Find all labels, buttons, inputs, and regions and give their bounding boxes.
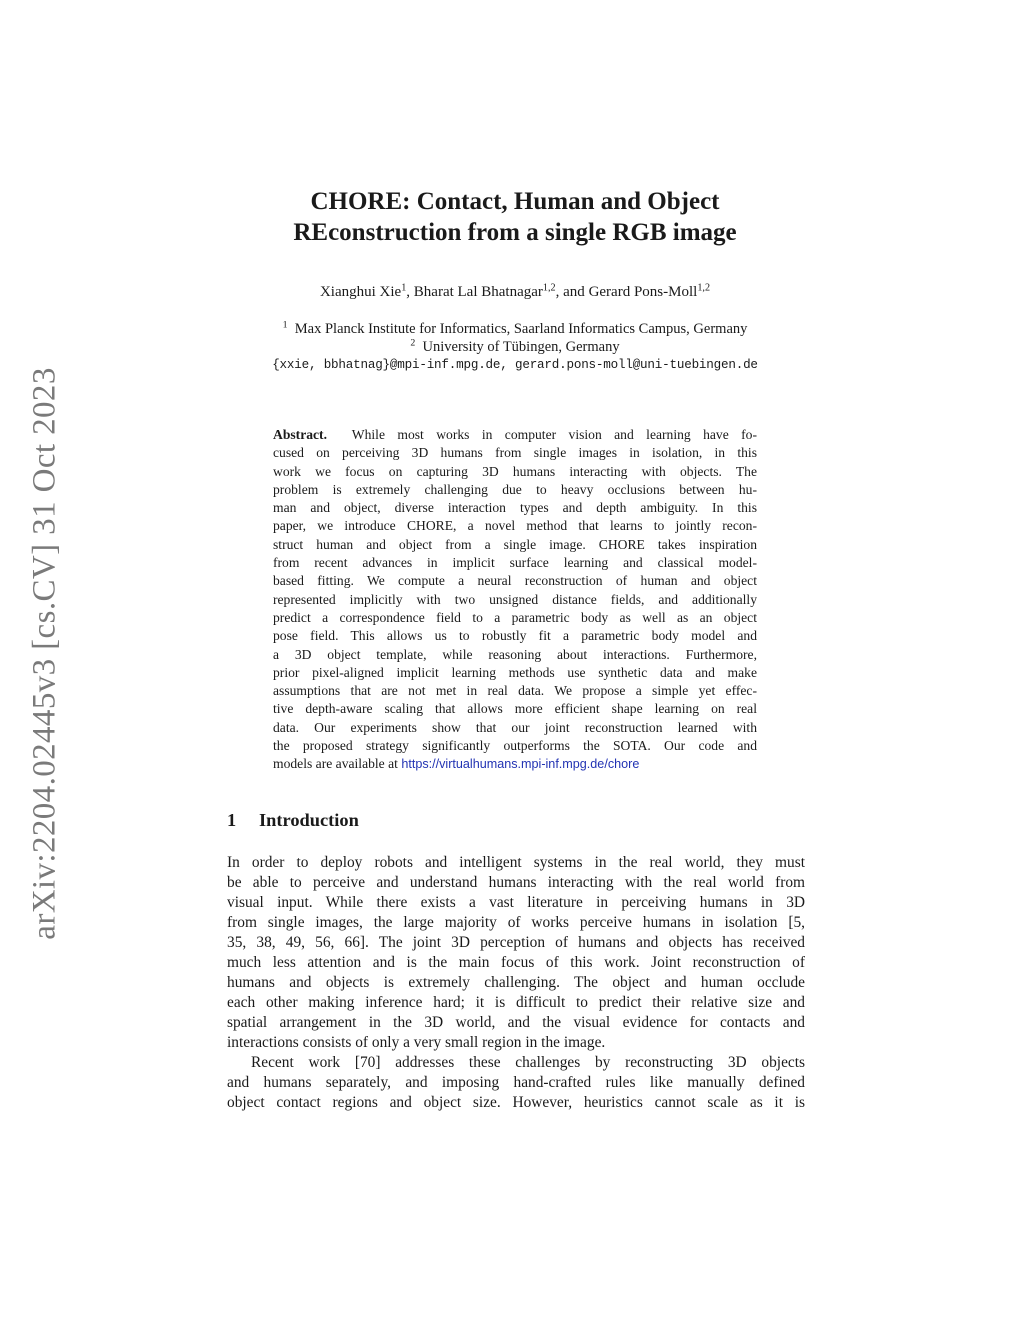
author-name: Bharat Lal Bhatnagar: [413, 284, 543, 300]
affiliation-text: University of Tübingen, Germany: [422, 339, 620, 355]
abstract-text: While most works in computer vision and learning have fo-: [351, 427, 758, 442]
abstract-line: a 3D object template, while reasoning about interactions. Furthermore,: [273, 646, 757, 662]
body-line: interactions consists of only a very small region in the image.: [227, 1034, 606, 1051]
abstract-line: tive depth-aware scaling that allows more efficient shape learning on real: [273, 701, 757, 717]
abstract-line: data. Our experiments show that our joint reconstruction learned with: [273, 719, 757, 735]
body-line: from single images, the large majority of works perceive humans in isolation [5,: [227, 914, 805, 931]
abstract-text: models are available at: [273, 756, 402, 772]
body-line: spatial arrangement in the 3D world, and the visual evidence for contacts and: [227, 1014, 805, 1031]
author-name: Gerard Pons-Moll: [588, 284, 698, 300]
section-number: 1: [227, 810, 237, 830]
affiliation-2: [200, 338, 830, 356]
author-affil-mark: 1: [401, 282, 407, 294]
abstract-line: paper, we introduce CHORE, a novel method that learns to jointly recon-: [273, 518, 757, 534]
intro-body: [227, 853, 805, 1113]
author-separator: ,: [406, 284, 414, 300]
author-name: Xianghui Xie: [319, 284, 402, 300]
body-line: each other making inference hard; it is difficult to predict their relative size and: [227, 994, 805, 1011]
body-line: Recent work [70] addresses these challenges by reconstructing 3D objects: [251, 1054, 805, 1071]
body-line: 35, 38, 49, 56, 66]. The joint 3D perception of humans and objects has received: [227, 934, 805, 951]
abstract-line: the proposed strategy significantly outperforms the SOTA. Our code and: [273, 738, 757, 754]
body-line: much less attention and is the main focus of this work. Joint reconstruction of: [227, 954, 805, 971]
author-separator: , and: [555, 284, 589, 300]
body-line: and humans separately, and imposing hand-crafted rules like manually defined: [227, 1074, 805, 1091]
title-line: REconstruction from a single RGB image: [293, 219, 737, 246]
abstract-line: assumptions that are not met in real data. We propose a simple yet effec-: [273, 683, 757, 699]
affiliation-text: Max Planck Institute for Informatics, Saarland Informatics Campus, Germany: [294, 321, 748, 337]
body-line: humans and objects is extremely challenging. The object and human occlude: [227, 974, 805, 991]
section-heading: [227, 810, 359, 831]
abstract-line: problem is extremely challenging due to heavy occlusions between hu-: [273, 481, 757, 497]
arxiv-id: arXiv:2204.02445v3 [cs.CV] 31 Oct 2023: [26, 366, 63, 940]
abstract: [273, 426, 757, 774]
body-line: object contact regions and object size. However, heuristics cannot scale as it is: [227, 1094, 805, 1111]
arxiv-stamp: [22, 363, 68, 943]
abstract-line: prior pixel-aligned implicit learning methods use synthetic data and make: [273, 664, 757, 680]
abstract-line: represented implicitly with two unsigned distance fields, and additionally: [273, 591, 757, 607]
abstract-line: from recent advances in implicit surface learning and classical model-: [273, 555, 757, 571]
project-link[interactable]: https://virtualhumans.mpi-inf.mpg.de/chore: [401, 757, 640, 772]
affiliations: [200, 320, 830, 374]
author-list: [200, 284, 830, 301]
affiliation-1: [200, 320, 830, 338]
abstract-line: [273, 755, 757, 773]
abstract-line: pose field. This allows us to robustly fit a parametric body model and: [273, 628, 757, 644]
author-affil-mark: 1,2: [697, 282, 711, 294]
title-line: CHORE: Contact, Human and Object: [310, 188, 720, 215]
author-emails: {xxie, bbhatnag}@mpi-inf.mpg.de, gerard.pons-moll@uni-tuebingen.de: [272, 358, 758, 372]
abstract-line: [273, 426, 757, 444]
abstract-line: struct human and object from a single image. CHORE takes inspiration: [273, 536, 757, 552]
paper-title: [200, 186, 830, 248]
body-line: visual input. While there exists a vast literature in perceiving humans in 3D: [227, 894, 805, 911]
section-title: Introduction: [259, 810, 359, 830]
abstract-line: cused on perceiving 3D humans from single images in isolation, in this: [273, 445, 757, 461]
body-line: In order to deploy robots and intelligent systems in the real world, they must: [227, 854, 805, 871]
abstract-label: Abstract.: [273, 427, 327, 442]
abstract-line: work we focus on capturing 3D humans interacting with objects. The: [273, 463, 757, 479]
affiliation-mark: 1: [282, 319, 288, 331]
abstract-line: based fitting. We compute a neural reconstruction of human and object: [273, 573, 757, 589]
abstract-line: man and object, diverse interaction types and depth ambiguity. In this: [273, 500, 757, 516]
affiliation-mark: 2: [410, 337, 416, 349]
abstract-line: predict a correspondence field to a parametric body as well as an object: [273, 609, 757, 625]
body-line: be able to perceive and understand humans interacting with the real world from: [227, 874, 805, 891]
author-affil-mark: 1,2: [542, 282, 556, 294]
